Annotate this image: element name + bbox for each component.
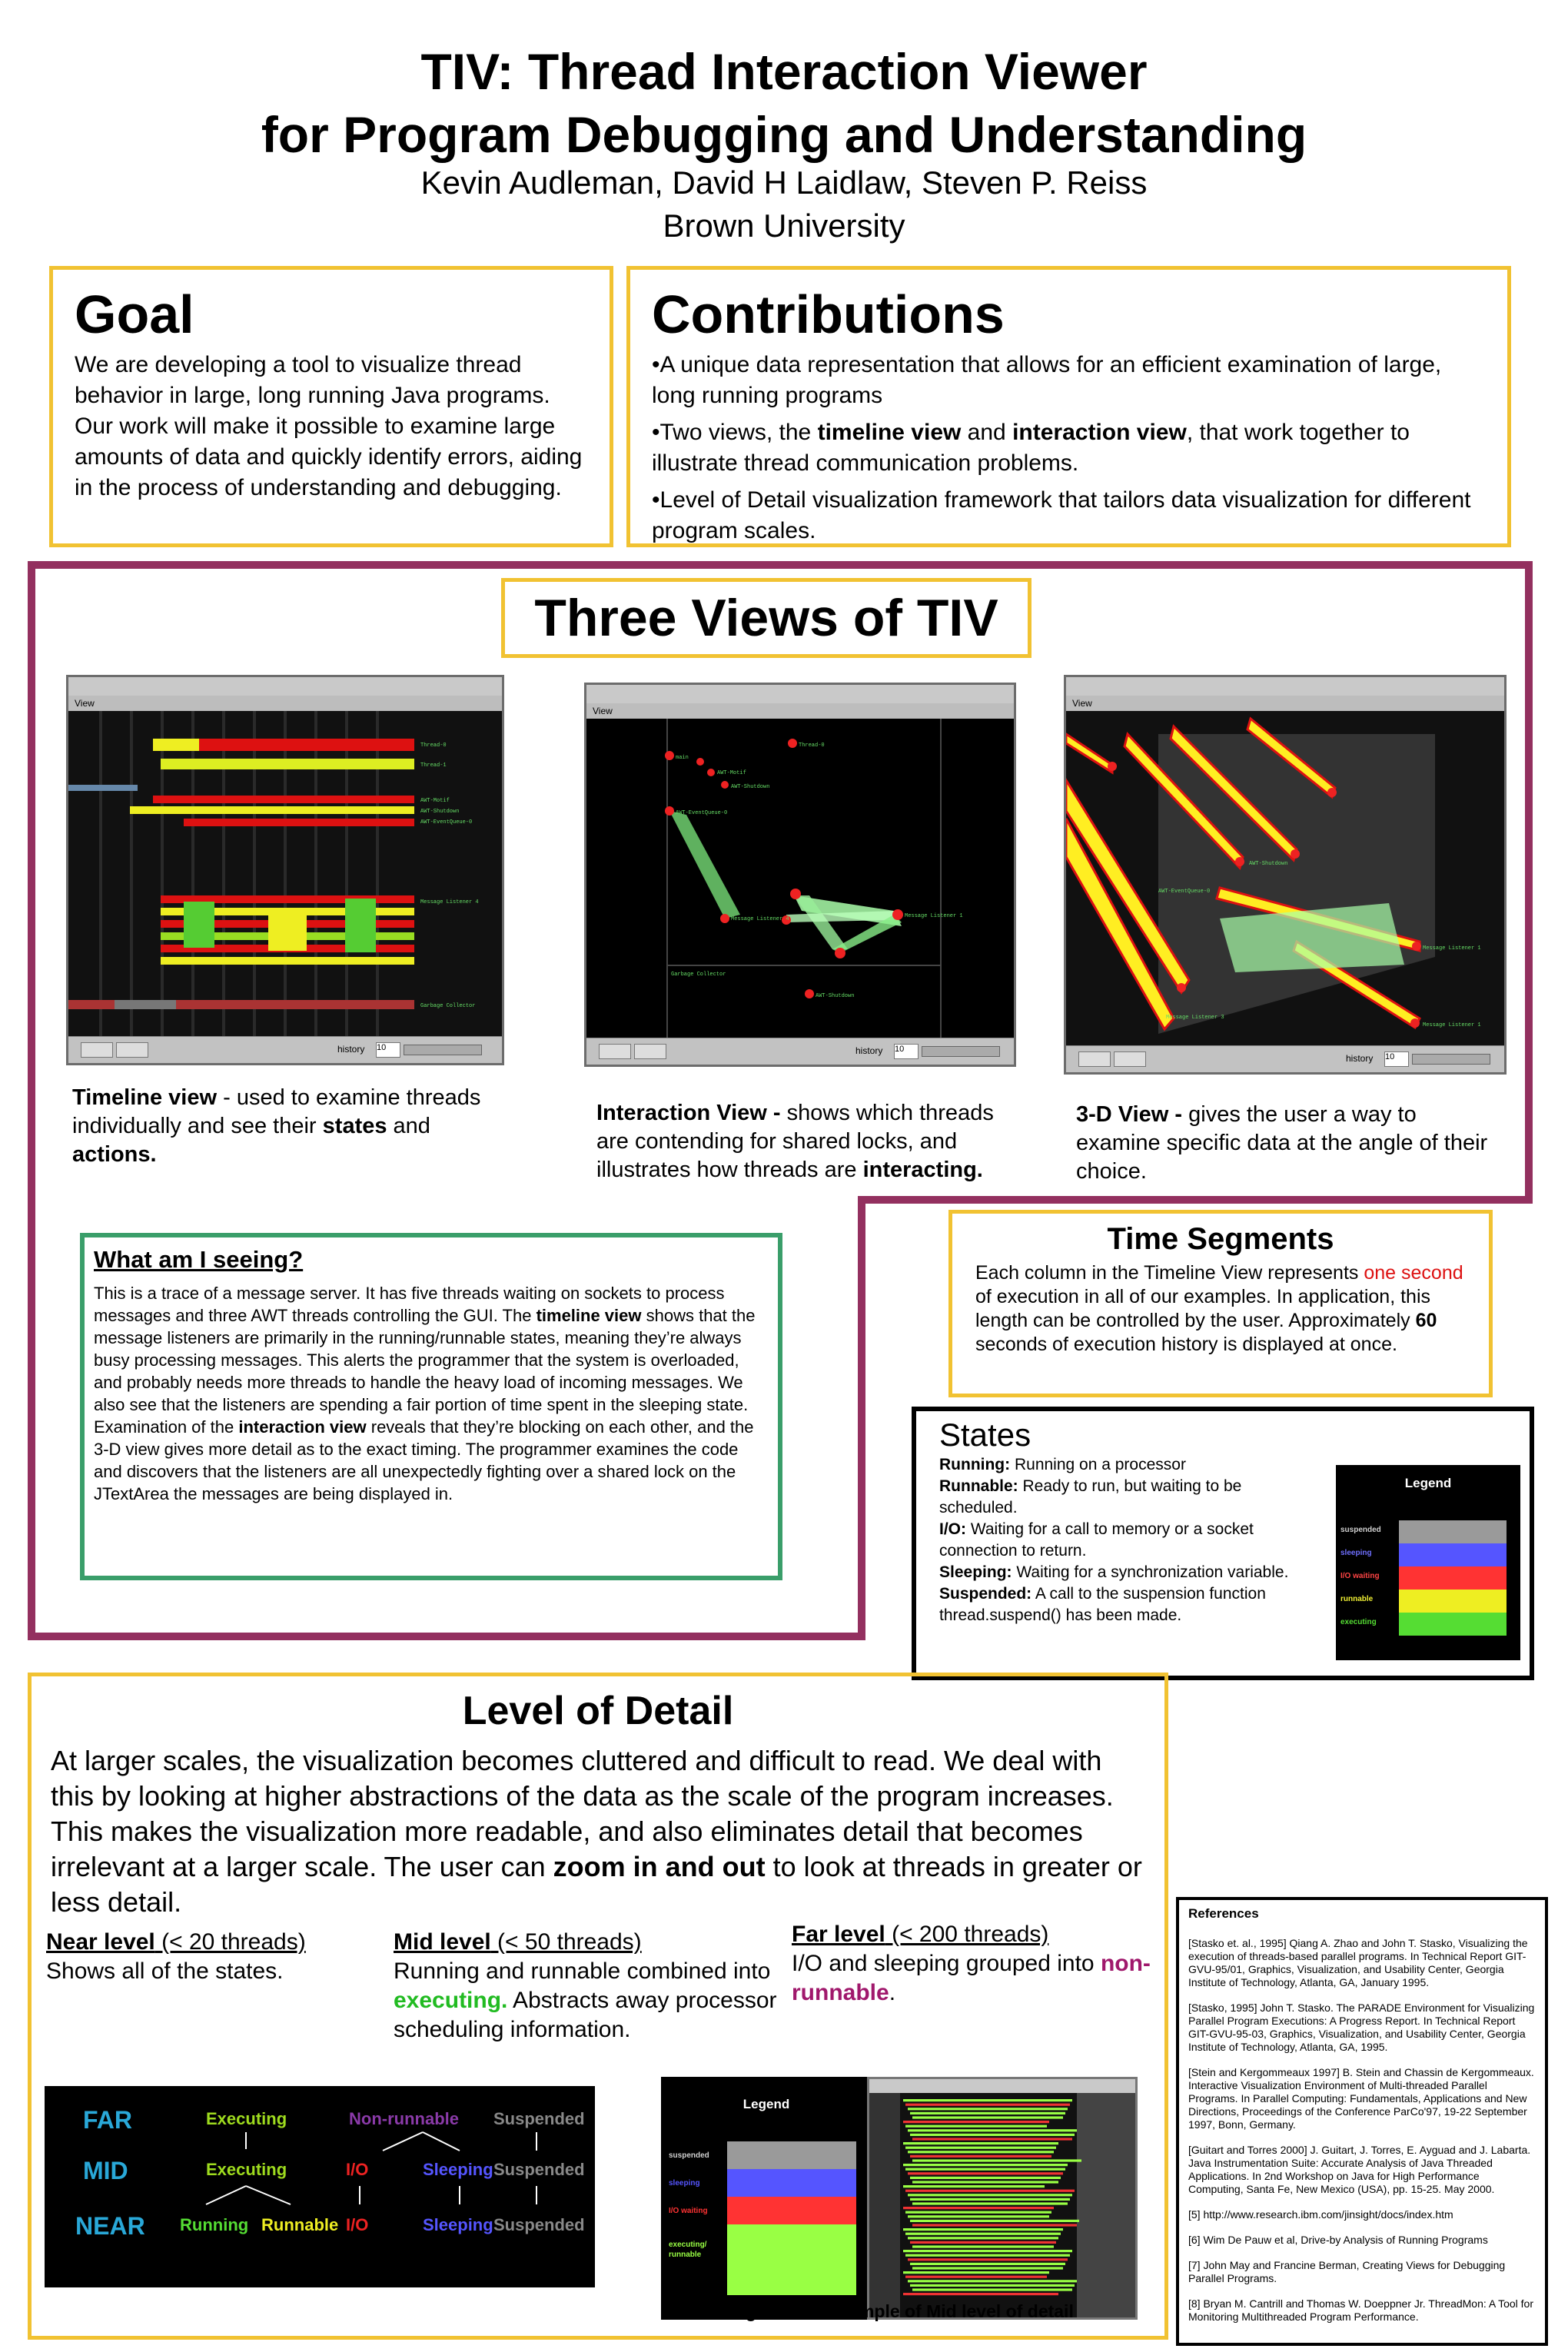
svg-text:Message Listener 1: Message Listener 1 <box>1423 1022 1481 1028</box>
example-thread-bar <box>905 2168 1065 2171</box>
step-back-button[interactable] <box>81 1042 113 1058</box>
example-thread-bar <box>903 2250 1072 2252</box>
svg-text:AWT-Shutdown: AWT-Shutdown <box>731 784 770 790</box>
svg-text:Message Listener 4: Message Listener 4 <box>731 916 789 922</box>
example-thread-bar <box>908 2172 1063 2174</box>
goal-text: We are developing a tool to visualize thread behavior in large, long running Java programs. Our work will make it possible to examine large amounts of data and quickly identify errors, aiding in the process of understanding and debugging. <box>75 352 583 500</box>
mid-legend-label: suspended <box>669 2151 709 2160</box>
example-thread-bar <box>910 2177 1061 2179</box>
example-thread-bar <box>910 2134 1075 2136</box>
history-slider[interactable] <box>922 1046 1000 1057</box>
history-slider[interactable] <box>1412 1054 1490 1065</box>
svg-text:AWT-Motif: AWT-Motif <box>420 798 450 804</box>
goal-heading: Goal <box>75 284 194 344</box>
views-frame-left <box>28 561 35 1640</box>
authors: Kevin Audleman, David H Laidlaw, Steven P. Reiss <box>420 164 1148 201</box>
step-forward-button[interactable] <box>116 1042 148 1058</box>
references-panel <box>1176 1897 1548 2346</box>
mid-legend-label: executing/ runnable <box>669 2241 707 2259</box>
legend-row <box>1336 1543 1520 1566</box>
time-segments-heading: Time Segments <box>1107 1222 1334 1256</box>
legend-label: sleeping <box>1340 1549 1372 1557</box>
views-heading-box <box>501 578 1031 658</box>
example-thread-bar <box>912 2202 1068 2204</box>
near-sleeping: Sleeping <box>423 2215 493 2234</box>
timeline-caption: Timeline view - used to examine threads individually and see their states and actions. <box>72 1085 481 1167</box>
near-io: I/O <box>346 2215 369 2234</box>
3d-canvas <box>1066 711 1504 1048</box>
window-statusbar <box>586 1038 1014 1065</box>
seeing-heading: What am I seeing? <box>94 1246 304 1273</box>
step-back-button[interactable] <box>1078 1051 1111 1067</box>
step-forward-button[interactable] <box>1114 1051 1146 1067</box>
example-thread-bar <box>910 2155 1051 2158</box>
state-item: Suspended: A call to the suspension function thread.suspend() has been made. <box>939 1585 1266 1624</box>
views-frame-inner <box>858 1196 865 1640</box>
legend-swatch <box>1399 1520 1507 1543</box>
state-item: I/O: Waiting for a call to memory or a socket connection to return. <box>939 1520 1254 1560</box>
reference-item: [Stasko, 1995] John T. Stasko. The PARADE Environment for Visualizing Parallel Program Executions: A Progress Report. In Technical Report GIT-GVU-95-03, Graphics, Visualization, and Usability Center, Georgia Institute of Technology, Atlanta, GA, 1995. <box>1188 2002 1535 2053</box>
svg-text:Message Listener 4: Message Listener 4 <box>420 899 479 905</box>
example-thread-bar <box>912 2224 1077 2226</box>
seeing-text: This is a trace of a message server. It has five threads waiting on sockets to process messages and three AWT threads controlling the GUI. The timeline view shows that the message listeners are primarily in the running/runnable states, meaning they’re always busy processing messages. This alerts the programmer that the system is overloaded, and probably needs more threads to handle the heavy load of incoming messages. We also see that the listeners are spending a fair portion of time spent in the sleeping state. Examination of the interaction view reveals that they’re blocking on each other, and the 3-D view gives more detail as to the exact timing. The programmer examines the code and discovers that the listeners are all unexpectedly fighting over a shared lock on the JTextArea the messages are being displayed in. <box>94 1284 756 1503</box>
reference-item: [8] Bryan M. Cantrill and Thomas W. Doeppner Jr. ThreadMon: A Tool for Monitoring Multithreaded Program Performance. <box>1188 2297 1533 2323</box>
mid-legend-rows <box>661 2141 872 2295</box>
legend-swatch <box>1399 1590 1507 1613</box>
mid-legend-row <box>661 2141 872 2169</box>
example-thread-bar <box>908 2280 1077 2282</box>
example-thread-bar <box>905 2190 1075 2192</box>
lod-text: At larger scales, the visualization becomes cluttered and difficult to read. We deal with this by looking at higher abstractions of the data as the scale of the program increases. This makes the visualization more readable, and also eliminates detail that becomes irrelevant at a larger scale. The user can zoom in and out to look at threads in greater or less detail. <box>51 1745 1142 1918</box>
title-line-1: TIV: Thread Interaction Viewer <box>420 43 1148 100</box>
example-thread-bar <box>905 2254 1070 2257</box>
legend-rows <box>1336 1520 1520 1636</box>
example-thread-bar <box>903 2207 1054 2209</box>
step-back-button[interactable] <box>599 1044 631 1059</box>
mid-legend-label: I/O waiting <box>669 2207 708 2215</box>
example-thread-bar <box>905 2104 1070 2106</box>
far-label: FAR <box>83 2106 132 2134</box>
legend-label: suspended <box>1340 1526 1381 1534</box>
reference-item: [5] http://www.research.ibm.com/jinsight/docs/index.htm <box>1188 2208 1453 2221</box>
mid-legend-row <box>661 2197 872 2224</box>
near-runnable: Runnable <box>261 2215 339 2234</box>
example-thread-bar <box>905 2276 1047 2278</box>
example-thread-bar <box>912 2181 1058 2183</box>
example-thread-bar <box>905 2211 1051 2214</box>
window-titlebar <box>1066 677 1504 696</box>
contribution-item-3: •Level of Detail visualization framework that tailors data visualization for different program scales. <box>652 487 1471 543</box>
mid-legend-row <box>661 2224 872 2295</box>
interaction-view-screenshot <box>584 683 1016 1067</box>
window-menu: View <box>1066 696 1504 711</box>
reference-item: [Guitart and Torres 2000] J. Guitart, J. Torres, E. Ayguad and J. Labarta. Java Instrumentation Suite: Accurate Analysis of Java Threaded Applications. In 2nd Workshop on Java for High Performance Computing, Santa Fe, New Mexico (USA), pp. 15-25. May 2000. <box>1188 2144 1531 2195</box>
history-field[interactable]: 10 <box>894 1044 919 1059</box>
3d-caption: 3-D View - gives the user a way to examine specific data at the angle of their choice. <box>1076 1102 1488 1184</box>
legend-row <box>1336 1566 1520 1590</box>
example-thread-bar <box>905 2233 1061 2235</box>
mid-executing: Executing <box>206 2160 287 2179</box>
states-list <box>939 1454 1316 1626</box>
contribution-item-2: •Two views, the timeline view and interaction view, that work together to illustrate thread communication problems. <box>652 420 1410 476</box>
example-thread-bar <box>908 2237 1058 2239</box>
example-thread-bar <box>912 2288 1072 2291</box>
reference-item: [Stasko et. al., 1995] Qiang A. Zhao and John T. Stasko, Visualizing the execution of threads-based parallel programs. In Technical Report GIT-GVU-95/01, Graphics, Visualization, and Usability Center, Georgia Institute of Technology, Atlanta, GA, January 1995. <box>1188 1937 1528 1988</box>
history-label: history <box>855 1045 883 1056</box>
svg-text:Message Listener 1: Message Listener 1 <box>905 913 963 919</box>
views-frame-top <box>28 561 1533 569</box>
svg-text:Thread-0: Thread-0 <box>420 742 447 749</box>
example-thread-bar <box>908 2194 1072 2196</box>
time-segments-text: Each column in the Timeline View represents one second of execution in all of our examples. In application, this length can be controlled by the user. Approximately 60 seconds of execution history is displayed at once. <box>975 1262 1463 1355</box>
states-panel <box>912 1407 1534 1680</box>
history-label: history <box>337 1044 365 1055</box>
example-thread-bar <box>903 2142 1058 2144</box>
history-field[interactable]: 10 <box>376 1042 400 1058</box>
views-heading: Three Views of TIV <box>534 589 998 647</box>
svg-text:Garbage Collector: Garbage Collector <box>420 1003 476 1009</box>
example-thread-bar <box>910 2112 1065 2114</box>
mid-legend-image <box>661 2077 872 2320</box>
example-thread-bar <box>908 2151 1054 2153</box>
mid-legend-label: sleeping <box>669 2179 700 2188</box>
example-thread-bar <box>903 2099 1072 2101</box>
mid-legend-swatch <box>727 2224 856 2295</box>
svg-text:AWT-Motif: AWT-Motif <box>717 770 746 776</box>
example-thread-bar <box>912 2116 1063 2118</box>
reference-item: [6] Wim De Pauw et al, Drive-by Analysis of Running Programs <box>1188 2234 1488 2246</box>
timeline-canvas <box>68 711 502 1037</box>
mid-level-desc: Running and runnable combined into executing. Abstracts away processor scheduling information. <box>394 1958 777 2042</box>
near-label: NEAR <box>75 2212 145 2240</box>
mid-legend-swatch <box>727 2169 856 2197</box>
views-frame-bottom <box>28 1633 865 1640</box>
svg-text:AWT-EventQueue-0: AWT-EventQueue-0 <box>420 819 473 826</box>
affiliation: Brown University <box>663 208 905 244</box>
example-thread-bar <box>912 2245 1054 2247</box>
mid-level-title: Mid level (< 50 threads) <box>394 1929 642 1955</box>
contribution-item-1: •A unique data representation that allows for an efficient examination of large, long running programs <box>652 352 1442 408</box>
near-level <box>46 1928 384 1986</box>
legend-row <box>1336 1590 1520 1613</box>
contributions-panel <box>626 266 1511 547</box>
3d-view-screenshot <box>1064 675 1507 1075</box>
mid-label: MID <box>83 2157 128 2184</box>
near-suspended: Suspended <box>493 2215 585 2234</box>
poster-title <box>0 40 1568 166</box>
example-thread-bar <box>905 2147 1056 2149</box>
views-frame-step <box>858 1196 1533 1204</box>
far-level <box>792 1920 1161 2008</box>
goal-panel <box>49 266 613 547</box>
svg-text:main: main <box>676 755 689 761</box>
legend-swatch <box>1399 1566 1507 1590</box>
example-thread-bar <box>903 2293 1058 2295</box>
example-thread-bar <box>908 2129 1077 2131</box>
reference-item: [Stein and Kergommeaux 1997] B. Stein and Chassin de Kergommeaux. Interactive Visualization Environment of Multi-threaded Parallel Programs. In Parallel Computing: Fundamentals, Applications and New Directions, Proceedings of the Conference ParCo'97, 19-22 September 1997, Bonn, Germany. <box>1188 2066 1534 2131</box>
svg-text:Garbage Collector: Garbage Collector <box>671 972 726 978</box>
svg-text:Message Listener 1: Message Listener 1 <box>1423 945 1481 952</box>
interaction-canvas <box>586 719 1014 1040</box>
history-field[interactable]: 10 <box>1384 1051 1409 1067</box>
svg-text:Thread-1: Thread-1 <box>420 762 447 769</box>
example-thread-bar <box>908 2258 1068 2261</box>
svg-text:AWT-Shutdown: AWT-Shutdown <box>420 809 460 815</box>
mid-legend-row <box>661 2169 872 2197</box>
lod-hierarchy-diagram <box>45 2086 595 2287</box>
step-forward-button[interactable] <box>634 1044 666 1059</box>
contributions-heading: Contributions <box>652 284 1005 344</box>
mid-sleeping: Sleeping <box>423 2160 493 2179</box>
reference-item: [7] John May and Francine Berman, Creating Views for Debugging Parallel Programs. <box>1188 2259 1506 2284</box>
legend-label: I/O waiting <box>1340 1572 1380 1580</box>
example-thread-bar <box>910 2284 1075 2287</box>
legend-row <box>1336 1520 1520 1543</box>
references-heading: References <box>1188 1906 1259 1921</box>
mid-legend-swatch <box>727 2197 856 2224</box>
svg-text:AWT-Shutdown: AWT-Shutdown <box>1249 861 1288 867</box>
example-thread-bar <box>910 2220 1079 2222</box>
example-thread-bar <box>910 2198 1070 2201</box>
window-menu: View <box>68 696 502 711</box>
title-line-2: for Program Debugging and Understanding <box>261 106 1307 163</box>
example-thread-bar <box>908 2215 1049 2217</box>
example-thread-bar <box>910 2241 1056 2244</box>
state-item: Sleeping: Waiting for a synchronization variable. <box>939 1563 1289 1581</box>
mid-suspended: Suspended <box>493 2160 585 2179</box>
far-level-desc: I/O and sleeping grouped into non-runnable. <box>792 1951 1151 2005</box>
timeline-view-screenshot <box>66 675 504 1065</box>
svg-text:Thread-0: Thread-0 <box>799 742 825 749</box>
example-thread-bar <box>912 2138 1072 2140</box>
legend-swatch <box>1399 1543 1507 1566</box>
svg-text:AWT-EventQueue-0: AWT-EventQueue-0 <box>1158 889 1211 895</box>
far-level-title: Far level (< 200 threads) <box>792 1922 1049 1947</box>
seeing-panel <box>80 1233 782 1580</box>
mid-example-canvas <box>869 2093 1135 2317</box>
lod-heading: Level of Detail <box>462 1689 734 1733</box>
near-level-desc: Shows all of the states. <box>46 1958 284 1984</box>
example-thread-bar <box>905 2125 1047 2128</box>
example-thread-bar <box>912 2159 1081 2161</box>
svg-text:Message Listener 3: Message Listener 3 <box>1166 1015 1224 1021</box>
history-slider[interactable] <box>404 1045 482 1055</box>
example-thread-bar <box>903 2271 1049 2274</box>
views-frame-right <box>1525 561 1533 1204</box>
example-thread-bar <box>903 2185 1045 2188</box>
legend-label: executing <box>1340 1618 1377 1626</box>
mid-legend-swatch <box>727 2141 856 2169</box>
state-item: Running: Running on a processor <box>939 1456 1186 1473</box>
svg-text:AWT-EventQueue-0: AWT-EventQueue-0 <box>676 810 728 816</box>
window-titlebar <box>68 677 502 696</box>
interaction-caption: Interaction View - shows which threads are contending for shared locks, and illustrates how threads are interacting. <box>596 1101 994 1182</box>
example-thread-bar <box>903 2164 1068 2166</box>
example-thread-bar <box>912 2267 1063 2269</box>
far-suspended: Suspended <box>493 2109 585 2128</box>
states-heading: States <box>939 1417 1031 1453</box>
legend-label: runnable <box>1340 1595 1374 1603</box>
window-menu: View <box>586 703 1014 719</box>
near-level-title: Near level (< 20 threads) <box>46 1929 306 1955</box>
example-thread-bar <box>903 2228 1063 2231</box>
far-executing: Executing <box>206 2109 287 2128</box>
legend-swatch <box>1399 1613 1507 1636</box>
window-statusbar <box>68 1036 502 1063</box>
far-nonrunnable: Non-runnable <box>349 2109 459 2128</box>
svg-text:AWT-Shutdown: AWT-Shutdown <box>816 993 855 999</box>
mid-level-caption: Legend and example of Mid level of detail <box>725 2301 1074 2321</box>
example-thread-bar <box>903 2121 1049 2123</box>
history-label: history <box>1346 1053 1374 1064</box>
time-segments-panel <box>948 1210 1493 1397</box>
state-item: Runnable: Ready to run, but waiting to be scheduled. <box>939 1477 1242 1517</box>
legend-title: Legend <box>1404 1476 1452 1490</box>
mid-io: I/O <box>346 2160 369 2179</box>
mid-level-example-screenshot <box>867 2077 1138 2320</box>
states-legend <box>1336 1465 1520 1660</box>
legend-row <box>1336 1613 1520 1636</box>
window-statusbar <box>1066 1045 1504 1072</box>
window-titlebar <box>586 685 1014 704</box>
example-thread-bar <box>910 2263 1065 2265</box>
author-block <box>0 161 1568 247</box>
mid-level <box>394 1928 786 2045</box>
reference-list <box>1188 1937 1536 2324</box>
near-running: Running <box>180 2215 249 2234</box>
mid-legend-title: Legend <box>742 2097 790 2111</box>
example-thread-bar <box>908 2108 1068 2110</box>
